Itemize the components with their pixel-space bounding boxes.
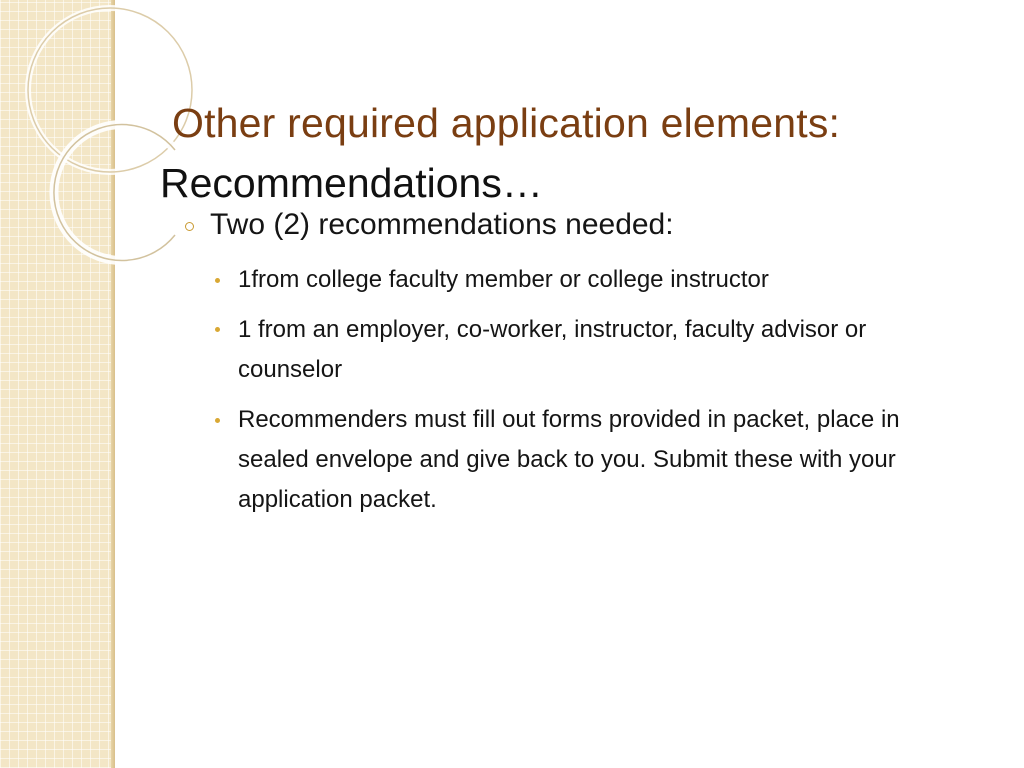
sub-bullet-recommenders: Recommenders must fill out forms provided in packet, place in sealed envelope and give back to you. Submit these with your application packet. — [238, 406, 900, 513]
hollow-circle-bullet-icon — [185, 222, 194, 231]
main-bullet: Two (2) recommendations needed: — [210, 208, 674, 241]
dot-bullet-icon — [215, 418, 220, 423]
slide-title: Other required application elements: — [172, 100, 841, 146]
decorative-swirl-icon — [0, 0, 200, 280]
dot-bullet-icon — [215, 327, 220, 332]
sub-bullet-employer: 1 from an employer, co-worker, instructor, faculty advisor or counselor — [238, 316, 867, 383]
sub-bullet-faculty: 1from college faculty member or college instructor — [238, 266, 769, 293]
slide-subtitle: Recommendations… — [160, 160, 543, 206]
dot-bullet-icon — [215, 278, 220, 283]
